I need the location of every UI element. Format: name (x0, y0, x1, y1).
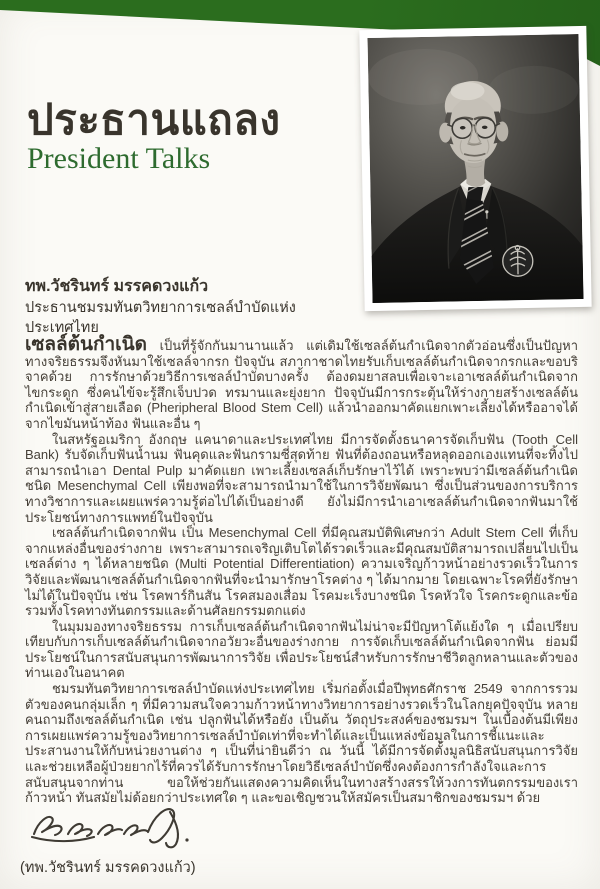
page-title-english: President Talks (27, 142, 211, 176)
author-name: ทพ.วัชรินทร์ มรรคดวงแก้ว (25, 278, 209, 295)
paragraph-1-text: เป็นที่รู้จักกันมานานแล้ว แต่เดิมใช้เซลล์ต้นกำเนิดจากตัวอ่อนซึ่งเป็นปัญหาทางจริยธรรมจึงหันมาใช้เซลล์จากรก ปัจจุบัน สภากาชาดไทยรับเก็บเซลล์ต้นกำเนิดจากรกและขอบริจาคด้วย การรักษาด้วยวิธีการเซลล์บำบัดบางครั้ง ต้องดมยาสลบเพื่อเจาะเอาเซลล์ต้นกำเนิดจากไขกระดูก ซึ่งคนไข้จะรู้สึกเจ็บปวด ทรมานและยุ่งยาก ปัจจุบันมีการกระตุ้นให้ร่างกายสร้างเซลล์ต้นกำเนิดเข้าสู่สายเลือด (Pheripheral Blood Stem Cell) แล้วนำออกมาคัดแยกเพาะเลี้ยงได้หรืออาจได้จากไขมันหน้าท้อง ฟันและอื่น ๆ (25, 338, 578, 431)
masthead (27, 98, 280, 174)
president-photo (359, 26, 591, 311)
paragraph-3: เซลล์ต้นกำเนิดจากฟัน เป็น Mesenchymal Cell ที่มีคุณสมบัติพิเศษกว่า Adult Stem Cell ที่เก็บจากแหล่งอื่นของร่างกาย เพราะสามารถเจริญเติบโตได้รวดเร็วและมีคุณสมบัติสามารถเปลี่ยนไปเป็นเซลล์ต่าง ๆ ได้หลายชนิด (Multi Potential Differentiation) ความเจริญก้าวหน้าอย่างรวดเร็วในการวิจัยและพัฒนาเซลล์ต้นกำเนิดจากฟันที่จะนำมารักษาโรคต่าง ๆ ได้มากมาย โดยเฉพาะโรคที่ยังรักษาไม่ได้ในปัจจุบัน เช่น โรคพาร์กินสัน โรคสมองเสื่อม โรคมะเร็งบางชนิด โรคหัวใจ โรคกระดูกและข้อ รวมทั้งโรคทางทันตกรรมและด้านศัลยกรรมตกแต่ง (25, 525, 578, 619)
paragraph-4: ในมุมมองทางจริยธรรม การเก็บเซลล์ต้นกำเนิดจากฟันไม่น่าจะมีปัญหาโต้แย้งใด ๆ เมื่อเปรียบเทียบกับการเก็บเซลล์ต้นกำเนิดจากอวัยวะอื่นของร่างกาย การจัดเก็บเซลล์ต้นกำเนิดจากฟัน ย่อมมีประโยชน์ในการสนับสนุนการพัฒนาการวิจัย เพื่อประโยชน์สำหรับการรักษาชีวิตลูกหลานและตัวของท่านเองในอนาคต (25, 618, 578, 681)
page-title-thai: ประธานแถลง (27, 96, 281, 143)
author-title: ประธานชมรมทันตวิทยาการเซลล์บำบัดแห่งประเทศไทย (25, 299, 296, 336)
author-block (25, 276, 355, 338)
signature-handwriting (24, 796, 204, 858)
article-body (25, 334, 578, 806)
paragraph-2: ในสหรัฐอเมริกา อังกฤษ แคนาดาและประเทศไทย มีการจัดตั้งธนาคารจัดเก็บฟัน (Tooth Cell Bank) รับจัดเก็บฟันน้ำนม ฟันคุดและฟันกรามซี่สุดท้าย ฟันที่ต้องถอนหรือหลุดออกเองแทนที่จะทิ้งไปสามารถนำเอา Dental Pulp มาคัดแยก เพาะเลี้ยงเซลล์เก็บรักษาไว้ได้ เพราะพบว่ามีเซลล์ต้นกำเนิด ชนิด Mesenchymal Cell เพียงพอที่จะสามารถนำมาใช้ในการวิจัยพัฒนา ซึ่งเป็นส่วนของการบริการทางวิชาการและเผยแพร่ความรู้ต่อไปได้เป็นอย่างดี ยังไม่มีการนำเอาเซลล์ต้นกำเนิดจากฟันมาใช้ประโยชน์ทางการแพทย์ในปัจจุบัน (25, 431, 578, 525)
paragraph-5: ชมรมทันตวิทยาการเซลล์บำบัดแห่งประเทศไทย เริ่มก่อตั้งเมื่อปีพุทธศักราช 2549 จากการรวมตัวของคนกลุ่มเล็ก ๆ ที่มีความสนใจความก้าวหน้าทางวิทยาการอย่างรวดเร็วในโลกยุคปัจจุบัน หลายคนถามถึงเซลล์ต้นกำเนิด เช่น ปลูกฟันได้หรือยัง เป็นต้น วัตถุประสงค์ของชมรมฯ ในเบื้องต้นมีเพียงการเผยแพร่ความรู้ของวิทยาการเซลล์บำบัดเท่าที่จะทำได้และเป็นแหล่งข้อมูลในการชี้แนะและประสานงานให้กับหน่วยงานต่าง ๆ เป็นที่น่ายินดีว่า ณ วันนี้ ได้มีการจัดตั้งมูลนิธิสนับสนุนการวิจัยและช่วยเหลือผู้ป่วยยากไร้ที่ควรได้รับการรักษาโดยวิธีเซลล์บำบัดซึ่งคงต้องการกำลังใจและการสนับสนุนจากท่าน ขอให้ช่วยกันแสดงความคิดเห็นในทางสร้างสรรให้วงการทันตกรรมของเราก้าวหน้า ทันสมัยไม่ด้อยกว่าประเทศใด ๆ และขอเชิญชวนให้สมัครเป็นสมาชิกของชมรมฯ ด้วย (25, 681, 578, 806)
paragraph-1 (25, 334, 578, 432)
lead-word: เซลล์ต้นกำเนิด (25, 334, 147, 355)
president-portrait-image (367, 34, 583, 303)
signature-caption: (ทพ.วัชรินทร์ มรรคดวงแก้ว) (20, 860, 196, 876)
